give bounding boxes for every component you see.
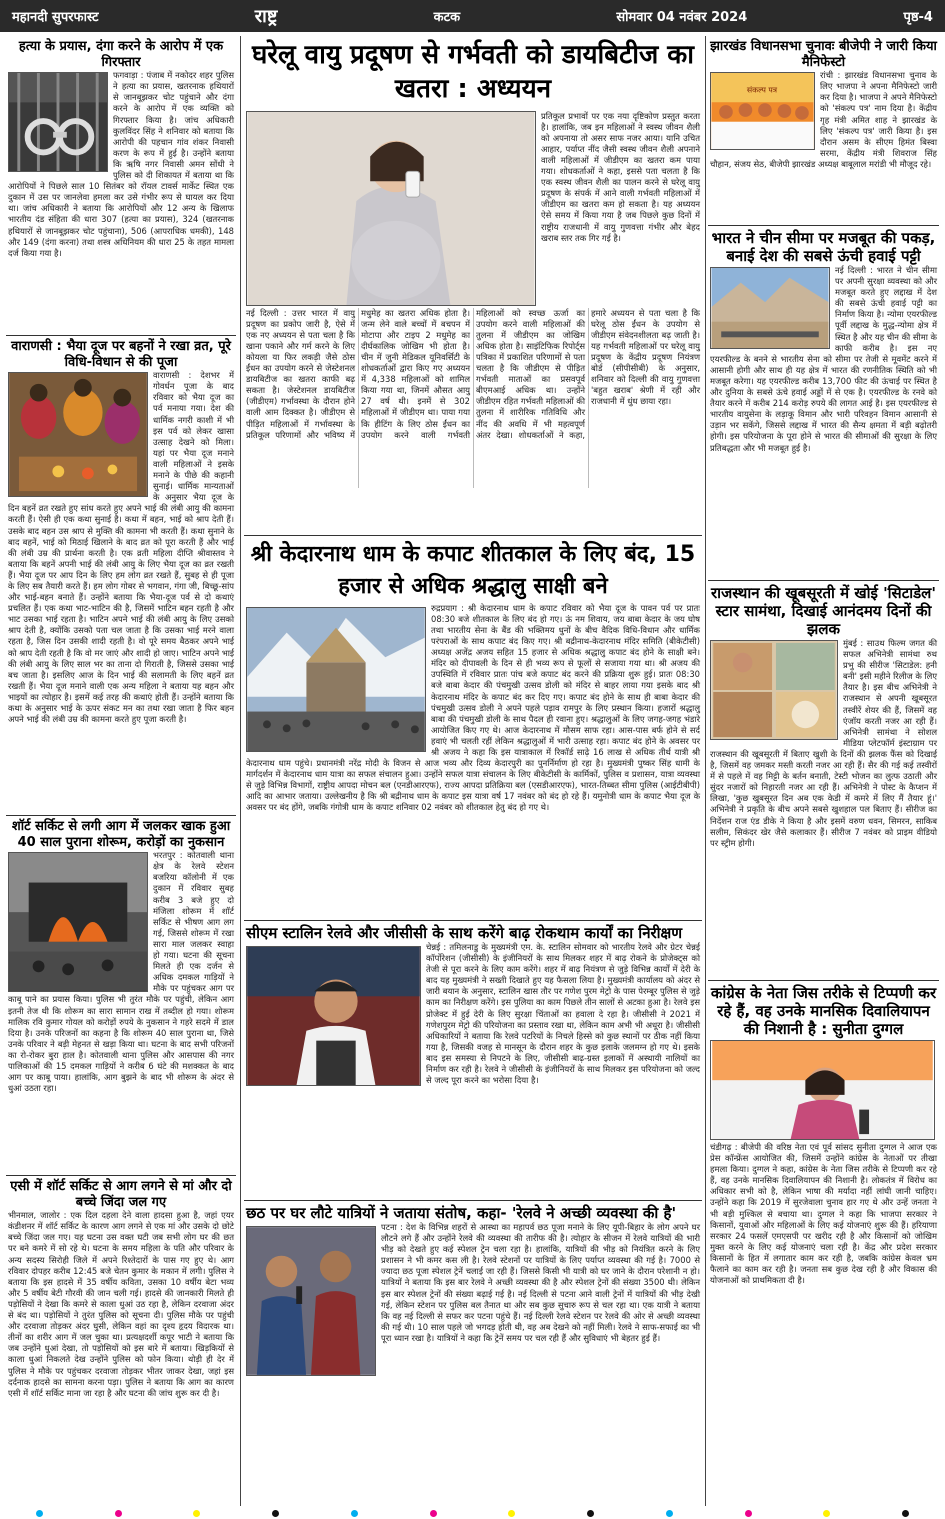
city: कटक <box>433 10 461 25</box>
right-column <box>708 36 939 1506</box>
airstrip-photo <box>710 267 830 349</box>
chhath-body: पटना : देश के विभिन्न शहरों से आस्था का महापर्व छठ पूजा मनाने के लिए यूपी-बिहार के लोग अपने घर लौटने लगे हैं और उन्होंने रेलवे की व्यवस्था की तारीफ की है। त्योहार के सीजन में रेलवे यात्रियों की भारी भीड़ को देखते हुए कई स्पेशल ट्रेन चला रहा है। हालांकि, यात्रियों की भीड़ को नियंत्रित करने के लिए प्रशासन ने भी कमर कस ली है। रेलवे स्टेशनों पर यात्रियों के लिए पर्याप्त व्यवस्था की गई है। 7000 से ज्यादा छठ पूजा स्पेशल ट्रेनें चलाई जा रही हैं। जिससे किसी भी यात्री को घर जाने के दौरान परेशानी न हो। यात्रियों ने बताया कि इस बार रेलवे ने अच्छी व्यवस्था की है और स्पेशल ट्रेनों की संख्या 3500 थी। लेकिन इस बार स्पेशल ट्रेनों की संख्या बढ़ाई गई है। नई दिल्ली से पटना आने वाली ट्रेनों में यात्रियों की भीड़ देखी गई, लेकिन स्टेशन पर पुलिस बल तैनात था और सब कुछ सुचारु रूप से चल रहा था। एक यात्री ने बताया कि वह नई दिल्ली से सफर कर पटना पहुंचे हैं। नई दिल्ली रेलवे स्टेशन पर रेलवे की ओर से अच्छी व्यवस्था की गई थी। 10 साल पहले जो भगदड़ होती थी, वह अब देखने को नहीं मिली। रेलवे ने साफ-सफाई का भी पूरा ध्यान रखा है। यात्रियों ने कहा कि ट्रेनें समय पर चल रही हैं और सुविधाएं भी बेहतर हुई हैं। <box>381 1222 700 1343</box>
lead-body: नई दिल्ली : उत्तर भारत में वायु प्रदूषण का प्रकोप जारी है, ऐसे में एक नए अध्ययन से पता चला है कि खाना पकाने और गर्म करने के लिए कोयला या फिर लकड़ी जैसे ठोस ईंधन का उपयोग करने से जेस्टेशनल डायबिटीज का खतरा काफी बढ़ सकता है। जेस्टेशनल डायबिटीज (जीडीएम) गर्भावस्था के दौरान होने वाली आम दिक्कत है। जीडीएम से पीड़ित महिलाओं में गर्भावस्था के प्रतिकूल परिणामों और भविष्य में मधुमेह का खतरा अधिक होता है। जन्म लेने वाले बच्चों में बचपन में मोटापा और टाइप 2 मधुमेह का दीर्घकालिक जोखिम भी होता है। चीन में जुनी मेडिकल यूनिवर्सिटी के शोधकर्ताओं द्वारा किए गए अध्ययन में 4,338 महिलाओं को शामिल किया गया था, जिनमें औसत आयु 27 वर्ष थी। इनमें से 302 महिलाओं में जीडीएम था। पाया गया कि हीटिंग के लिए ठोस ईंधन का उपयोग करने वाली गर्भवती महिलाओं को स्वच्छ ऊर्जा का उपयोग करने वाली महिलाओं की तुलना में जीडीएम का जोखिम अधिक होता है। साइंटिफिक रिपोर्ट्स पत्रिका में प्रकाशित परिणामों से पता चलता है कि जीडीएम से पीड़ित गर्भवती माताओं का प्रसवपूर्व बीएमआई अधिक था। उन्होंने जीडीएम रहित गर्भवती महिलाओं की तुलना में शारीरिक गतिविधि और नींद की अवधि में भी महत्वपूर्ण अंतर देखा। शोधकर्ताओं ने कहा, हमारे अध्ययन से पता चला है कि घरेलू ठोस ईंधन के उपयोग से जीडीएम संवेदनशीलता बढ़ जाती है। यह गर्भवती महिलाओं पर घरेलू वायु प्रदूषण के केंद्रीय प्रदूषण नियंत्रण बोर्ड (सीपीसीबी) के अनुसार, शनिवार को दिल्ली की वायु गुणवत्ता 'बहुत खराब' श्रेणी में रही और राजधानी में धुंध छाया रहा। <box>246 307 700 440</box>
page-number: पृष्ठ-4 <box>903 10 933 25</box>
story-headline: झारखंड विधानसभा चुनावः बीजेपी ने जारी किया मैनिफेस्टो <box>710 39 937 70</box>
story-body: भीनमाल, जालोर : एक दिल दहला देने वाला हादसा हुआ है, जहां एयर कंडीशनर में शॉर्ट सर्किट के कारण आग लगने से एक मां और उसके दो छोटे बच्चे जिंदा जल गए। यह घटना उस वक्त घटी जब सभी लोग घर की छत पर बने कमरे में सो रहे थे। घटना के समय महिला के पति और परिवार के अन्य सदस्य सिरोही जिले में अपने रिश्तेदारों के पास गए हुए थे। आग रविवार दोपहर करीब 12:45 बजे चेतन कुमार के मकान में लगी। पुलिस ने बताया कि इस हादसे में 35 वर्षीय कविता, उसका 10 वर्षीय बेटा भव्य और 5 वर्षीय बेटी गौरवी की जान चली गई। हादसे की जानकारी मिलते ही पड़ोसियों ने देखा कि कमरे से काला धुआं उठ रहा है, लेकिन दरवाजा अंदर से बंद था। पड़ोसियों ने तुरंत पुलिस को सूचना दी। पुलिस मौके पर पहुंची और दरवाजा तोड़कर अंदर घुसी, लेकिन वहां का दृश्य हृदय विदारक था। तीनों का शरीर आग में जल चुका था। प्रत्यक्षदर्शी कपूर भाटी ने बताया कि जब उन्होंने धुआं देखा, तो पड़ोसियों को इस बारे में बताया। खिड़कियों से काला धुआं निकलते देख उन्होंने पुलिस को फोन किया। थोड़ी ही देर में पुलिस ने मौके पर पहुंचकर दरवाजा तोड़कर भीतर जाकर देखा, जहां इस दर्दनाक हादसे का सामना करना पड़ा। पुलिस ने बताया कि आग का कारण एसी में शॉर्ट सर्किट माना जा रहा है और घटना की जांच शुरू कर दी है। <box>8 1210 234 1398</box>
story-bhai-dooj-varanasi <box>6 336 236 816</box>
registration-dot <box>587 1510 594 1517</box>
manifesto-release-photo <box>710 72 815 150</box>
story-kedarnath <box>244 536 702 921</box>
kedarnath-temple-photo <box>246 607 426 752</box>
registration-dot <box>36 1510 43 1517</box>
passengers-photo <box>246 1226 376 1376</box>
story-headline: भारत ने चीन सीमा पर मजबूत की पकड़, बनाई देश की सबसे ऊंची हवाई पट्टी <box>711 229 936 265</box>
pregnant-woman-photo <box>246 111 536 306</box>
registration-dot <box>745 1510 752 1517</box>
kedarnath-headline: श्री केदारनाथ धाम के कपाट शीतकाल के लिए बंद, 15 हजार से अधिक श्रद्धालु साक्षी बने <box>250 542 696 599</box>
story-headline: कांग्रेस के नेता जिस तरीके से टिप्पणी कर रहे हैं, वह उनके मानसिक दिवालियापन की निशानी है : सुनीता दुग्गल <box>710 984 937 1038</box>
sunita-duggal-photo <box>710 1040 935 1140</box>
story-samantha-rajasthan <box>708 581 939 981</box>
handcuffs-photo <box>8 72 108 172</box>
poster-text: संकल्प पत्र <box>746 85 778 95</box>
story-body: वाराणसी : देशभर में गोवर्धन पूजा के बाद रविवार को भैया दूज का पर्व मनाया गया। देश की धार्मिक नगरी काशी में भी इस पर्व को लेकर खासा उत्साह देखने को मिला। यहां पर भैया दूज मनाने वाली महिलाओं ने इसके मनाने के पीछे की कहानी सुनाई। धार्मिक मान्यताओं के अनुसार भैया दूज के दिन बहनें व्रत रखते हुए सांध करते हुए अपने भाई की लंबी आयु की कामना करती हैं। ऐसी ही एक कथा सुनाई है। कथा में बहन, भाई को श्राप देती हैं। उसके बाद बहन उस श्राप से मुक्ति की कामना भी करती हैं। कथा सुनाने के बाद बहनें, भाई को मिठाई खिलाने के बाद व्रत को पूरा करती हैं और भाई की लंबी उम्र की प्रार्थना करती है। एक व्रती महिला दीप्ति श्रीवास्तव ने बताया कि बहनें अपनी भाई की लंबी आयु के लिए भैया दूज का व्रत रखती हैं। भैया दूज पर आप दिन के लिए हम लोग व्रत रखते हैं, सुबह से ही पूजा के लिए सब तैयारी करते हैं। हम लोग गोबर से भगवान, गंगा जी, बिच्छू-सांप और भाई-बहन बनाते हैं। उन्होंने बताया कि भैया-दूज पर्व से दो कथाएं प्रचलित हैं। एक कथा भाट-भाटिन की है, जिसमें भाटिन बहन रहती है और भाट उसका भाई रहता है। भाटिन अपने भाई की लंबी आयु के लिए उसको श्राप देती है, क्योंकि उसको पता चल जाता है कि उसका भाई मरने वाला रहता है, जिस दिन उसकी शादी रहती है। वो पूरे समय बैठकर अपने भाई को श्राप देती रहती है कि वो मर जाएं और शादी हो जाए। भाटिन अपने भाई की लंबी आयु के लिए साल भर का ताना दो गिराती है, जिससे उसका भाई बच जाता है। इसलिए आज के दिन भाई की सलामती के लिए बहनें व्रत रखती हैं। भैया दूज मनाने वाली एक अन्य महिला ने बताया यह बहन और भाइयों का त्योहार है। इसमें कई तरह की कथाएं होती हैं। उन्होंने बताया कि कथा के अनुसार भाई के ऊपर संकट मन का तथा रखा जाता है फिर बहन अपने भाई की लंबी उम्र की कामना करते हुए पूजा करती है। <box>8 370 234 725</box>
story-body: भरतपुर : कोतवाली थाना क्षेत्र के रेलवे स्टेशन बजरिया कॉलोनी में एक दुकान में रविवार सुबह करीब 3 बजे हुए दो मंजिला शोरूम में शॉर्ट सर्किट से भीषण आग लग गई, जिससे शोरूम में रखा सारा माल जलकर स्वाहा हो गया। घटना की सूचना मिलते ही एक दर्जन से अधिक दमकल गाड़ियों ने मौके पर पहुंचकर आग पर काबू पाने का प्रयास किया। पुलिस भी तुरंत मौके पर पहुंची, लेकिन आग इतनी तेज थी कि शोरूम का सारा सामान राख में तब्दील हो गया। शोरूम मालिक रवि कुमार गोयल को करोड़ों रुपये के नुकसान ने गहरे सदमे में डाल दिया है। उनके परिजनों का कहना है कि शोरूम 40 साल पुराना था, जिसे उनके परिवार ने बड़ी मेहनत से खड़ा किया था। घटना के बाद सभी परिजनों का रो-रोकर बुरा हाल है। कोतवाली थाना पुलिस और आसपास की नगर पालिकाओं की 15 दमकल गाड़ियों ने करीब 6 घंटे की मशक्कत के बाद आग पर काबू पाया। हालांकि, आग बुझने के बाद भी शोरूम के अंदर से धुआं उठता रहा। <box>8 850 234 1094</box>
masthead <box>0 0 945 32</box>
registration-dot <box>193 1510 200 1517</box>
stalin-photo <box>246 946 421 1086</box>
kedarnath-body: रुद्रप्रयाग : श्री केदारनाथ धाम के कपाट रविवार को भैया दूज के पावन पर्व पर प्रातः 08:30 बजे शीतकाल के लिए बंद हो गए। ऊं नम शिवाय, जय बाबा केदार के जय घोष तथा भारतीय सेना के बैंड की भक्तिमय धुनों के बीच वैदिक विधि-विधान और धार्मिक परंपराओं के साथ कपाट बंद किए गए। श्री बद्रीनाथ-केदारनाथ मंदिर समिति (बीकेटीसी) अध्यक्ष अजेंद्र अजय सहित 15 हजार से अधिक श्रद्धालु कपाट बंद होने के साक्षी बने। मंदिर को दीपावली के दिन से ही भव्य रूप से फूलों से सजाया गया था। श्री अजय की उपस्थिति में रविवार प्रातः पांच बजे कपाट बंद करने की प्रक्रिया शुरू हुई। प्रातः 08:30 बजे बाबा केदार की पंचमुखी उत्सव डोली को मंदिर से बाहर लाया गया इसके बाद श्री केदारनाथ मंदिर के कपाट बंद कर दिए गए। कपाट बंद होने के साथ ही बाबा केदार की पंचमुखी उत्सव डोली ने अपने पहले पड़ाव रामपुर के लिए प्रस्थान किया। हजारों श्रद्धालु बाबा की पंचमुखी डोली के साथ पैदल ही रवाना हुए। श्रद्धालुओं के लिए जगह-जगह भंडारे आयोजित किए गए थे। आज केदारनाथ में मौसम साफ रहा। आस-पास बर्फ होने से सर्द हवाएं भी चलती रहीं लेकिन श्रद्धालुओं में भारी उत्साह रहा। कपाट बंद होने के अवसर पर श्री अजय ने कहा कि इस यात्राकाल में रिकॉर्ड साढ़े 16 लाख से अधिक तीर्थ यात्री श्री केदारनाथ धाम पहुंचे। प्रधानमंत्री नरेंद्र मोदी के विजन से आज भव्य और दिव्य केदारपुरी का पुनर्निर्माण हो रहा है। मुख्यमंत्री पुष्कर सिंह धामी के मार्गदर्शन में केदारनाथ धाम यात्रा का सफल संचालन हुआ। उन्होंने सफल यात्रा संचालन के लिए बीकेटीसी के कार्मिकों, पुलिस व प्रशासन, यात्रा व्यवस्था से जुड़े विभिन्न विभागों, राष्ट्रीय आपदा मोचन बल (एनडीआरएफ), राज्य आपदा प्रतिक्रिया बल (एसडीआरएफ), भारत-तिब्बत सीमा पुलिस (आईटीबीपी) आदि का आभार जताया। उल्लेखनीय है कि श्री बद्रीनाथ धाम के कपाट इस यात्रा वर्ष 17 नवंबर को बंद हो रहे हैं। यमुनोत्री धाम के कपाट भैया दूज के अवसर पर बंद होंगे, जबकि गंगोत्री धाम के कपाट शनिवार 02 नवंबर को शीतकाल हेतु बंद हो गए थे। <box>246 602 700 813</box>
issue-date: सोमवार 04 नवंबर 2024 <box>616 10 748 25</box>
stalin-body: चेन्नई : तमिलनाडु के मुख्यमंत्री एम. के. स्टालिन सोमवार को भारतीय रेलवे और ग्रेटर चेन्नई कॉर्पोरेशन (जीसीसी) के इंजीनियरों के साथ मिलकर शहर में बाढ़ रोकने के प्रोजेक्ट्स को तेजी से पूरा करने के लिए काम करेंगे। शहर में बाढ़ नियंत्रण से जुड़े विभिन्न कार्यों में देरी के बाद यह मुख्यमंत्री ने सख्ती दिखाते हुए यह फैसला लिया है। मुख्यमंत्री कार्यालय को अंदर से जारी बयान के अनुसार, स्टालिन खास तौर पर गणेश पुरम मेट्रो के पास पेरम्बूर पुलिस से जुड़े काम का निरीक्षण करेंगे। इस पुलिया का काम पिछले तीन सालों से अटका हुआ है। रेलवे इस प्रोजेक्ट में हुई देरी के लिए सुरक्षा चिंताओं का हवाला दे रहा है। जीसीसी ने 2021 में गणेशपुरम मेट्रो की परियोजना का प्रस्ताव रखा था, लेकिन काम अभी भी अधूरा है। जीसीसी अधिकारियों ने बताया कि रेलवे पटरियों के निचले हिस्से को कुछ स्थानों पर ठीक नहीं किया गया है, जिसकी वजह से मानसून के दौरान शहर के कुछ इलाके जलमग्न हो गए थे। इसके बाद इस समस्या से निपटने के लिए, जीसीसी बाढ़-ग्रस्त इलाकों में अस्थायी नालियों का निर्माण कर रही है। रेलवे ने जीसीसी के इंजीनियरों के साथ मिलकर इस परियोजना को जल्द से जल्द पूरा करने का भरोसा दिया है। <box>426 942 700 1086</box>
center-column <box>244 36 702 1506</box>
lead-headline: घरेलू वायु प्रदूषण से गर्भवती को डायबिटीज का खतरा : अध्ययन <box>251 40 695 104</box>
lead-body-right: प्रतिकूल प्रभावों पर एक नया दृष्टिकोण प्रस्तुत करता है। हालांकि, जब इन महिलाओं ने स्वस्थ जीवन शैली को अपनाया तो असर साफ नजर आया। यानि उचित आहार, पर्याप्त नींद जैसी स्वस्थ जीवन शैली अपनाने वाली महिलाओं में जीडीएम का खतरा कम पाया गया। शोधकर्ताओं ने कहा, इससे पता चलता है कि एक स्वस्थ जीवन शैली का पालन करने से घरेलू वायु प्रदूषण के संपर्क में आने वाली गर्भवती महिलाओं में जीडीएम का खतरा कम हो सकता है। यह अध्ययन ऐसे समय में किया गया है जब पिछले कुछ दिनों में राष्ट्रीय राजधानी में वायु गुणवत्ता गंभीर और बेहद खराब स्तर तक गिर गई है। <box>541 110 700 243</box>
samantha-collage-photo <box>710 640 838 740</box>
story-showroom-fire <box>6 816 236 1176</box>
registration-dot <box>115 1510 122 1517</box>
story-bjp-manifesto <box>708 36 939 226</box>
publication-name: महानदी सुपरफास्ट <box>12 10 99 25</box>
column-divider <box>240 36 241 1506</box>
story-headline: एसी में शॉर्ट सर्किट से आग लगने से मां और दो बच्चे जिंदा जल गए <box>10 1179 232 1210</box>
story-ac-fire <box>6 1176 236 1496</box>
registration-dot <box>666 1510 673 1517</box>
story-attempt-murder-arrest <box>6 36 236 336</box>
story-chhath-railway <box>244 1201 702 1491</box>
story-body: चंडीगढ़ : बीजेपी की वरिष्ठ नेता एवं पूर्व सांसद सुनीता दुग्गल ने आज एक प्रेस कॉन्फ्रेंस आयोजित की, जिसमें उन्होंने कांग्रेस के नेताओं पर तीखा हमला किया। दुग्गल ने कहा, कांग्रेस के नेता जिस तरीके से टिप्पणी कर रहे हैं, वह उनके मानसिक दिवालियापन की निशानी है। लोकतंत्र में विरोध का अधिकार सभी को है, लेकिन भाषा की मर्यादा नहीं लांघी जानी चाहिए। उन्होंने कहा कि 2019 में सुरजेवाला चुनाव हार गए थे और उन्हें जनता ने भी बड़ी मुश्किल से बचाया था। दुग्गल ने कहा कि भाजपा सरकार ने किसानों, युवाओं और महिलाओं के लिए कई योजनाएं शुरू की हैं। हरियाणा सरकार 24 फसलें एमएसपी पर खरीद रही है और किसानों को जोखिम मुक्त करने के लिए कई योजनाएं चला रही है। केंद्र और प्रदेश सरकार किसानों के हित में लगातार काम कर रही है, जबकि कांग्रेस केवल भ्रम फैलाने का काम कर रही है। जनता सब कुछ देख रही है और विकास की योजनाओं को प्राथमिकता दी है। <box>710 1142 937 1286</box>
print-registration-marks <box>0 1508 945 1519</box>
section-name: राष्ट्र <box>254 6 278 27</box>
story-body: नई दिल्ली : भारत ने चीन सीमा पर अपनी सुरक्षा व्यवस्था को और मजबूत करते हुए लद्दाख में देश की सबसे ऊंची हवाई पट्टी का निर्माण किया है। न्योमा एयरफील्ड पूर्वी लद्दाख के मुद्ध-न्योमा क्षेत्र में स्थित है और यह चीन की सीमा के काफी करीब है। इस नए एयरफील्ड के बनने से भारतीय सेना को सीमा पर तेजी से मूवमेंट करने में आसानी होगी और साथ ही यह क्षेत्र में भारत की रणनीतिक स्थिति को भी मजबूत करेगा। यह एयरफील्ड करीब 13,700 फीट की ऊंचाई पर स्थित है और दुनिया के सबसे ऊंचे हवाई अड्डों में से एक है। एयरफील्ड के रनवे को तैयार करने में करीब 214 करोड़ रुपये की लागत आई है। इस एयरफील्ड से भारतीय वायुसेना के लड़ाकू विमान और भारी परिवहन विमान आसानी से उड़ान भर सकेंगे, जिससे लद्दाख में भारत की सैन्य क्षमता में बड़ी बढ़ोतरी होगी। इस परियोजना के पूरा होने से भारत की सीमाओं की सुरक्षा के लिए प्रतिबद्धता और भी मजबूत हुई है। <box>710 265 937 453</box>
chhath-headline: छठ पर घर लौटे यात्रियों ने जताया संतोष, कहा- 'रेलवे ने अच्छी व्यवस्था की है' <box>246 1204 677 1222</box>
story-sunita-duggal <box>708 981 939 1501</box>
women-puja-photo <box>8 372 148 497</box>
registration-dot <box>351 1510 358 1517</box>
story-headline: शॉर्ट सर्किट से लगी आग में जलकर खाक हुआ 40 साल पुराना शोरूम, करोड़ों का नुकसान <box>11 819 231 850</box>
story-body: मुंबई : साउथ फिल्म जगत की सफल अभिनेत्री सामंथा रुथ प्रभु की सीरीज 'सिटाडेल: हनी बनी' इसी महीने रिलीज के लिए तैयार है। इस बीच अभिनेत्री ने राजस्थान से अपनी खूबसूरत तस्वीरें शेयर की हैं, जिसमें वह एंजॉय करती नजर आ रही हैं। अभिनेत्री सामंथा ने सोशल मीडिया प्लेटफॉर्म इंस्टाग्राम पर राजस्थान की खूबसूरती में बिताए खुशी के दिनों की झलक फैंस को दिखाई है, जिसमें वह जमकर मस्ती करती नजर आ रही हैं। सैर की गई कई तस्वीरों में से पहले में वह मिट्टी के बर्तन बनाती, टेस्टी भोजन का लुत्फ उठाती और सुंदर नजारों को निहारती नजर आ रही हैं। अभिनेत्री ने पोस्ट के कैप्शन में लिखा, 'कुछ खुबसूरत दिन अब एक केडी में कमरे में लिए मैं तैयार हूं।' अभिनेत्री ने प्रकृति के बीच अपने सबसे खुशहाल पल बिताए हैं। सीरीज का निर्देशन राज एंड डीके ने किया है और इसमें वरुण धवन, सिमरन, साकिब सलीम, सिकंदर खेर जैसे कलाकार हैं। सीरीज 7 नवंबर को प्राइम वीडियो पर स्ट्रीम होगी। <box>710 638 937 848</box>
showroom-fire-photo <box>8 852 148 992</box>
registration-dot <box>430 1510 437 1517</box>
story-headline: वाराणसी : भैया दूज पर बहनों ने रखा व्रत, पूरे विधि-विधान से की पूजा <box>11 339 231 370</box>
registration-dot <box>902 1510 909 1517</box>
lead-story-air-pollution-diabetes <box>244 36 702 536</box>
story-body: रांची : झारखंड विधानसभा चुनाव के लिए भाजपा ने अपना मैनिफेस्टो जारी कर दिया है। भाजपा ने अपने मैनिफेस्टो को 'संकल्प पत्र' नाम दिया है। केंद्रीय गृह मंत्री अमित शाह ने झारखंड के लिए 'संकल्प पत्र' जारी किया है। इस दौरान असम के सीएम हिमंत बिस्वा सरमा, केंद्रीय मंत्री शिवराज सिंह चौहान, संजय सेठ, बीजेपी झारखंड अध्यक्ष बाबूलाल मरांडी भी मौजूद रहे। <box>710 70 937 169</box>
story-india-china-airstrip <box>708 226 939 581</box>
story-body: फगवाड़ा : पंजाब में नकोदर शहर पुलिस ने हत्या का प्रयास, खतरनाक हथियारों से जानबूझकर चोट पहुंचाने और दंगा करने के आरोप में एक व्यक्ति को गिरफ्तार किया है। जांच अधिकारी कुलविंदर सिंह ने शनिवार को बताया कि आरोपी की पहचान गांव शंकर निवासी करण के रूप में हुई है। उन्होंने बताया कि ऋषि नगर निवासी अमन सोंधी ने पुलिस को दी शिकायत में बताया था कि आरोपियों ने पिछले साल 10 सितंबर को रॉयल टावर्स मार्केट स्थित एक दुकान में उस पर जानलेवा हमला कर उसे गंभीर रूप से घायल कर दिया था। जांच अधिकारी ने बताया कि आरोपियों और 12 अन्य के खिलाफ भारतीय दंड संहिता की धारा 307 (हत्या का प्रयास), 324 (खतरनाक हथियारों से जानबूझकर चोट पहुंचाना), 506 (आपराधिक धमकी), 148 और 149 (दंगा करना) तथा शस्त्र अधिनियम की धारा 25 के तहत मामला दर्ज किया गया है। <box>8 70 234 258</box>
story-headline: राजस्थान की खूबसूरती में खोई 'सिटाडेल' स्टार सामंथा, दिखाई आनंदमय दिनों की झलक <box>711 584 936 638</box>
stalin-headline: सीएम स्टालिन रेलवे और जीसीसी के साथ करेंगे बाढ़ रोकथाम कार्यों का निरीक्षण <box>246 924 683 942</box>
registration-dot <box>823 1510 830 1517</box>
registration-dot <box>508 1510 515 1517</box>
column-divider <box>705 36 706 1506</box>
story-headline: हत्या के प्रयास, दंगा करने के आरोप में एक गिरफ्तार <box>18 39 224 70</box>
registration-dot <box>272 1510 279 1517</box>
left-column <box>6 36 236 1506</box>
story-stalin-flood <box>244 921 702 1201</box>
